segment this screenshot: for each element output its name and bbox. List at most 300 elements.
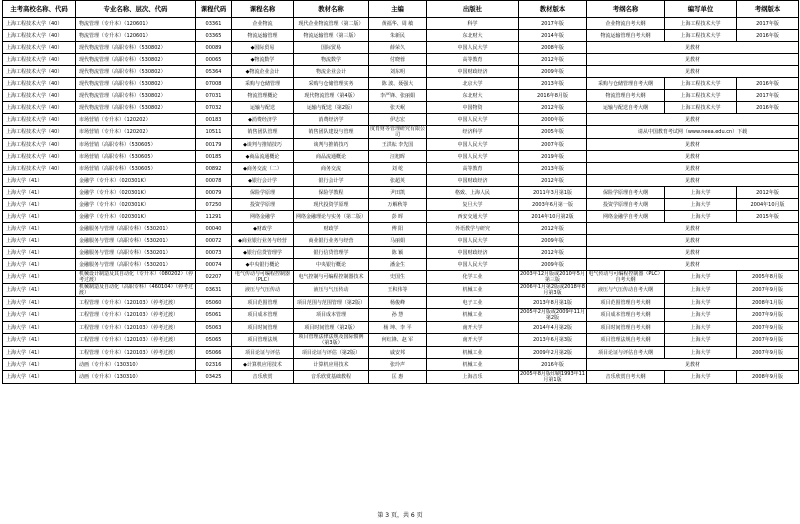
page-footer: 第 3 页，共 6 页 xyxy=(377,512,423,519)
table-cell: 东北财大 xyxy=(427,30,519,42)
table-cell: 2012年版 xyxy=(519,223,587,235)
table-row xyxy=(3,271,799,284)
table-cell: 见教材 xyxy=(587,54,799,66)
table-cell: 上海大学（41） xyxy=(3,309,76,322)
table-cell: 上海大学 xyxy=(665,297,737,309)
table-cell: 项目管理法规 xyxy=(232,334,294,347)
table-cell: ◆财政学 xyxy=(232,223,294,235)
table-cell: 00179 xyxy=(196,139,232,151)
table-cell: 项目范围与范围管理（第2版） xyxy=(294,297,369,309)
table-cell: 2016年版 xyxy=(737,30,799,42)
table-cell: 网络金融学自考大纲 xyxy=(587,211,665,223)
column-header: 课程名称 xyxy=(232,1,294,18)
table-cell: 音乐欣赏自考大纲 xyxy=(587,371,665,384)
table-cell: 上海工程技术大学 xyxy=(665,90,737,102)
table-cell: 保险学原理 xyxy=(232,187,294,199)
table-cell: 金融服务与管理（高职专科）（530201） xyxy=(76,235,196,247)
table-cell: 上海工程技术大学（40） xyxy=(3,90,76,102)
table-cell: 00065 xyxy=(196,54,232,66)
table-cell: 上海工程技术大学（40） xyxy=(3,126,76,139)
table-cell: 2007年9月版 xyxy=(737,322,799,334)
table-cell: 上海大学（41） xyxy=(3,371,76,384)
table-cell: 物流管理自考大纲 xyxy=(587,90,665,102)
table-cell: 见教材 xyxy=(587,163,799,175)
table-cell: 05066 xyxy=(196,347,232,359)
table-row xyxy=(3,139,799,151)
table-cell: 中国物资 xyxy=(427,102,519,114)
table-cell: 2009年版 xyxy=(519,66,587,78)
table-cell: 03425 xyxy=(196,371,232,384)
table-cell: 项目成本管理自考大纲 xyxy=(587,309,665,322)
table-cell: 07032 xyxy=(196,102,232,114)
table-cell: 商务交流 xyxy=(294,163,369,175)
column-header: 考纲版本 xyxy=(737,1,799,18)
table-cell: 00072 xyxy=(196,235,232,247)
table-cell: 2007年9月版 xyxy=(737,284,799,297)
table-cell: 2009年2月第2版 xyxy=(519,347,587,359)
table-cell: 2003年6月第一版 xyxy=(519,199,587,211)
column-header: 教材名称 xyxy=(294,1,369,18)
table-cell: ◆国际贸易 xyxy=(232,42,294,54)
table-cell: 上海大学（41） xyxy=(3,359,76,371)
table-cell: 工程管理（专升本）（120103）（停考过渡） xyxy=(76,347,196,359)
table-cell: 2016年8月版 xyxy=(519,90,587,102)
table-cell: 工程管理（专升本）（120103）（停考过渡） xyxy=(76,309,196,322)
table-cell: 上海工程技术大学（40） xyxy=(3,42,76,54)
table-cell: 上海大学（41） xyxy=(3,247,76,259)
table-cell: 2014年4月第2版 xyxy=(519,322,587,334)
table-cell: 上海大学（41） xyxy=(3,223,76,235)
table-cell: 上海工程技术大学（40） xyxy=(3,66,76,78)
table-cell: 05065 xyxy=(196,334,232,347)
table-cell: 度育财等管理研究有限公司 xyxy=(370,126,426,138)
table-cell: 项目论证与评估 xyxy=(232,347,294,359)
table-cell: 机械工业 xyxy=(427,284,519,297)
table-cell: 现代投资学原理 xyxy=(294,199,369,211)
table-cell: 2008年1月版 xyxy=(737,297,799,309)
table-cell: 何红锋、赵 军 xyxy=(369,334,427,347)
table-cell: 项目论证与评估（第2版） xyxy=(294,347,369,359)
table-cell: 万解秋等 xyxy=(369,199,427,211)
column-header: 课程代码 xyxy=(196,1,232,18)
table-cell: 网络金融理论与实务（第二版） xyxy=(294,211,369,223)
table-cell: 液压与气压传动 xyxy=(294,284,369,297)
table-cell: 市场营销（高职专科）（530605） xyxy=(76,151,196,163)
table-cell: 00078 xyxy=(196,175,232,187)
table-cell: 物流管理概论 xyxy=(232,90,294,102)
table-cell: 电气传动与可编程控制器（PLC） xyxy=(232,271,294,284)
table-cell: 陈 波、聂强大 xyxy=(369,78,427,90)
course-table xyxy=(2,0,799,384)
table-cell: 05063 xyxy=(196,322,232,334)
table-cell: 市场营销（高职专科）（530605） xyxy=(76,163,196,175)
table-cell: 电子工业 xyxy=(427,297,519,309)
table-cell: 现代企业物流管理（第二版） xyxy=(294,18,369,30)
table-cell: 见教材 xyxy=(587,42,799,54)
table-cell: 上海工程技术大学（40） xyxy=(3,114,76,126)
table-cell: 西安交通大学 xyxy=(427,211,519,223)
table-cell: ◆商业银行业务与经营 xyxy=(232,235,294,247)
table-cell: 2008年版 xyxy=(519,42,587,54)
table-cell: 11291 xyxy=(196,211,232,223)
table-cell: 金融学（专升本）（020301K） xyxy=(76,187,196,199)
table-cell: 见教材 xyxy=(587,223,799,235)
table-cell: 李严锋、张丽娟 xyxy=(369,90,427,102)
table-cell: 王积伟等 xyxy=(369,284,427,297)
table-cell: 金融服务与管理（高职专科）（530201） xyxy=(76,259,196,271)
table-cell: 网络金融学 xyxy=(232,211,294,223)
table-cell: 化学工业 xyxy=(427,271,519,284)
table-cell: 物流管理（专升本）（120601） xyxy=(76,18,196,30)
table-cell: 孙 慧 xyxy=(369,309,427,322)
table-cell: 中国人民大学 xyxy=(427,151,519,163)
table-row xyxy=(3,163,799,175)
table-cell: 格致、上海人民 xyxy=(427,187,519,199)
table-cell: 项目论证与评估自考大纲 xyxy=(587,347,665,359)
table-cell: 商业银行业务与经营 xyxy=(294,235,369,247)
table-cell: 上海工程技术大学（40） xyxy=(3,54,76,66)
table-cell: 项目管理法律法规及国际惯例（第3版） xyxy=(294,334,369,347)
table-cell: 银行信贷管理学 xyxy=(294,247,369,259)
table-cell: 企业物流自考大纲 xyxy=(587,18,665,30)
table-cell: ◆物流企业会计 xyxy=(232,66,294,78)
table-cell: 2005年2月版或2009年11月第2版 xyxy=(520,309,585,321)
column-header: 考纲名称 xyxy=(587,1,665,18)
table-header-row xyxy=(3,1,799,18)
table-cell: ◆商务交流（二） xyxy=(232,163,294,175)
table-cell: 汪旭晖 xyxy=(369,151,427,163)
table-cell: 经济科学 xyxy=(427,126,519,139)
table-cell: 张超英 xyxy=(369,175,427,187)
table-row xyxy=(3,42,799,54)
table-row xyxy=(3,347,799,359)
table-row xyxy=(3,66,799,78)
table-cell: 00073 xyxy=(196,247,232,259)
table-cell: ◆计算机应用技术 xyxy=(232,359,294,371)
table-cell: 企业物流 xyxy=(232,18,294,30)
table-row xyxy=(3,284,799,297)
table-cell: 采购与仓储管理自考大纲 xyxy=(587,78,665,90)
table-cell: 上海大学（41） xyxy=(3,175,76,187)
table-cell: 上海大学 xyxy=(665,199,737,211)
table-cell: 2005年版 xyxy=(519,126,587,139)
table-cell: 2014年版 xyxy=(519,30,587,42)
table-cell: 07031 xyxy=(196,90,232,102)
table-row xyxy=(3,199,799,211)
table-cell: 上海大学 xyxy=(665,347,737,359)
table-cell: 见教材 xyxy=(587,247,799,259)
table-cell: 上海大学 xyxy=(665,284,737,297)
table-cell: ◆中央银行概论 xyxy=(232,259,294,271)
table-cell: 液压与气压传动 xyxy=(232,284,294,297)
table-cell: 匡 惠 xyxy=(369,371,427,384)
table-cell: 上海工程技术大学 xyxy=(665,102,737,114)
table-cell: 2012年版 xyxy=(737,187,799,199)
table-row xyxy=(3,30,799,42)
table-cell: 机械工业 xyxy=(427,347,519,359)
table-cell: 上海工程技术大学（40） xyxy=(3,30,76,42)
table-cell: 物流数学 xyxy=(294,54,369,66)
table-cell: 电气传动与可编程控制器（PLC）自考大纲 xyxy=(588,271,663,283)
column-header: 专业名称、层次、代码 xyxy=(76,1,196,18)
table-cell: 刘 屹 xyxy=(369,163,427,175)
table-cell: 项目范围管理 xyxy=(232,297,294,309)
table-row xyxy=(3,54,799,66)
table-cell: 2015年版 xyxy=(737,211,799,223)
table-cell: 音乐欣赏 xyxy=(232,371,294,384)
table-row xyxy=(3,211,799,223)
table-cell: 计算机应用技术 xyxy=(294,359,369,371)
table-cell: 上海大学（41） xyxy=(3,271,76,284)
table-cell: 项目范围管理自考大纲 xyxy=(587,297,665,309)
table-cell: 00183 xyxy=(196,114,232,126)
table-cell: 物流管理（专升本）（120601） xyxy=(76,30,196,42)
table-cell: 中国财政经济 xyxy=(427,247,519,259)
table-cell: 上海工程技术大学（40） xyxy=(3,18,76,30)
table-cell: 电气控制与可编程控制器技术 xyxy=(294,271,369,284)
table-cell: 国际贸易 xyxy=(294,42,369,54)
table-cell: 彭 晖 xyxy=(369,211,427,223)
table-cell: 07008 xyxy=(196,78,232,90)
table-cell: 张天岷 xyxy=(369,102,427,114)
table-cell: 中国人民大学 xyxy=(427,259,519,271)
table-cell: ◆谈判与推销技巧 xyxy=(232,139,294,151)
table-cell: 北京大学 xyxy=(427,78,519,90)
table-row xyxy=(3,309,799,322)
table-row xyxy=(3,151,799,163)
table-cell: 财政学 xyxy=(294,223,369,235)
table-cell: 销售团队管理 xyxy=(232,126,294,139)
column-header: 出版社 xyxy=(427,1,519,18)
table-cell: 2005年8月版 xyxy=(737,271,799,284)
table-cell: 上海大学（41） xyxy=(3,347,76,359)
table-cell: ◆商品流通概论 xyxy=(232,151,294,163)
table-cell: 杨 坤、李 平 xyxy=(369,322,427,334)
table-cell: 2013年版 xyxy=(519,163,587,175)
table-cell: 00040 xyxy=(196,223,232,235)
table-cell: 2016年版 xyxy=(519,359,587,371)
table-row xyxy=(3,78,799,90)
table-cell: 项目时间管理（第2版） xyxy=(294,322,369,334)
table-cell: 中国人民大学 xyxy=(427,139,519,151)
table-cell: 朱新民 xyxy=(369,30,427,42)
table-cell: 工程管理（专升本）（120103）（停考过渡） xyxy=(76,334,196,347)
table-cell: 00079 xyxy=(196,187,232,199)
table-cell: 物流企业会计 xyxy=(294,66,369,78)
table-cell: 工程管理（专升本）（120103）（停考过渡） xyxy=(76,297,196,309)
table-cell: 刘东明 xyxy=(369,66,427,78)
table-row xyxy=(3,371,799,384)
table-cell: 动画（专升本）（130310） xyxy=(76,371,196,384)
table-cell: 见教材 xyxy=(587,114,799,126)
table-cell: 2013年6月第3版 xyxy=(519,334,587,347)
table-cell: 机械制造及自动化（高职专科）（460104）（停考过渡） xyxy=(76,284,196,297)
table-cell: 上海大学（41） xyxy=(3,211,76,223)
table-row xyxy=(3,18,799,30)
table-cell: 东北财大 xyxy=(427,90,519,102)
table-cell: 外语教学与研究 xyxy=(427,223,519,235)
table-cell: 消费经济学 xyxy=(294,114,369,126)
table-row xyxy=(3,359,799,371)
table-cell: 薛荣久 xyxy=(369,42,427,54)
table-cell: 中国财政经济 xyxy=(427,66,519,78)
table-cell: 2007年9月版 xyxy=(737,309,799,322)
table-cell: 上海大学 xyxy=(665,211,737,223)
column-header: 编写单位 xyxy=(665,1,737,18)
table-cell: 03631 xyxy=(196,284,232,297)
table-cell: 见教材 xyxy=(587,66,799,78)
table-cell: 戚安邦 xyxy=(369,347,427,359)
table-cell: 2013年版 xyxy=(519,78,587,90)
table-cell: 项目时间管理自考大纲 xyxy=(587,322,665,334)
table-cell: 现代物流管理（第4版） xyxy=(294,90,369,102)
table-cell: 05061 xyxy=(196,309,232,322)
table-cell: 上海大学 xyxy=(665,187,737,199)
table-cell: 南开大学 xyxy=(427,322,519,334)
table-cell: 机械工业 xyxy=(427,359,519,371)
table-cell: 上海工程技术大学（40） xyxy=(3,78,76,90)
table-row xyxy=(3,126,799,139)
table-cell: 2011年3月第1版 xyxy=(519,187,587,199)
table-cell: 傅 阳 xyxy=(369,223,427,235)
table-cell: 谈判与推销技巧 xyxy=(294,139,369,151)
column-header: 主考高校名称、代码 xyxy=(3,1,76,18)
table-cell: 见教材 xyxy=(587,259,799,271)
table-cell: 陈 颖 xyxy=(369,247,427,259)
table-cell: 物流运输管理（第三版） xyxy=(294,30,369,42)
table-cell: 黄福华、周 敏 xyxy=(369,18,427,30)
table-cell: 见教材 xyxy=(587,151,799,163)
table-cell: 尹田凯 xyxy=(369,187,427,199)
table-cell: 现代物流管理（高职专科）（530802） xyxy=(76,90,196,102)
table-cell: 上海工程技术大学（40） xyxy=(3,151,76,163)
table-row xyxy=(3,235,799,247)
table-cell: 03361 xyxy=(196,18,232,30)
table-cell: 音乐欣赏基础教程 xyxy=(294,371,369,384)
table-cell: 02207 xyxy=(196,271,232,284)
table-cell: 高等教育 xyxy=(427,54,519,66)
table-cell: 伊志宏 xyxy=(369,114,427,126)
table-row xyxy=(3,322,799,334)
table-cell: 运输与配送 xyxy=(232,102,294,114)
table-cell: 上海大学（41） xyxy=(3,259,76,271)
table-cell: 10511 xyxy=(196,126,232,139)
table-cell: 物流运输管理 xyxy=(232,30,294,42)
table-cell: 运输与配送（第2版） xyxy=(294,102,369,114)
table-cell: 项目成本管理 xyxy=(232,309,294,322)
table-cell: ◆银行信贷管理学 xyxy=(232,247,294,259)
table-cell: 现代物流管理（高职专科）（530802） xyxy=(76,78,196,90)
table-cell: 金融学（专升本）（020301K） xyxy=(76,175,196,187)
table-cell: 2005年8月版印刷1993年11月第1版 xyxy=(520,371,585,383)
table-cell: 上海大学（41） xyxy=(3,334,76,347)
table-cell: 2007年9月版 xyxy=(737,347,799,359)
table-cell: 王洪耘 李先国 xyxy=(369,139,427,151)
table-cell: 保险学原理自考大纲 xyxy=(587,187,665,199)
table-cell: 投资学原理 xyxy=(232,199,294,211)
table-cell: 2009年版 xyxy=(519,259,587,271)
table-cell: 2014年10月第2版 xyxy=(519,211,587,223)
table-cell: 杨俊峰 xyxy=(369,297,427,309)
table-cell: 项目成本管理 xyxy=(294,309,369,322)
table-cell: 07250 xyxy=(196,199,232,211)
table-cell: 复旦大学 xyxy=(427,199,519,211)
table-row xyxy=(3,175,799,187)
table-cell: 市场营销（专升本）（120202） xyxy=(76,114,196,126)
table-cell: 现代物流管理（高职专科）（530802） xyxy=(76,54,196,66)
table-cell: 中国人民大学 xyxy=(427,42,519,54)
table-cell: 00892 xyxy=(196,163,232,175)
table-row xyxy=(3,297,799,309)
table-cell: 高等教育 xyxy=(427,163,519,175)
table-cell: 金融服务与管理（高职专科）（530201） xyxy=(76,247,196,259)
table-cell: 金融服务与管理（高职专科）（530201） xyxy=(76,223,196,235)
table-cell: 市场营销（专升本）（120202） xyxy=(76,126,196,139)
table-cell: 中国人民大学 xyxy=(427,114,519,126)
table-cell: 上海大学（41） xyxy=(3,199,76,211)
table-cell: 上海工程技术大学（40） xyxy=(3,163,76,175)
table-cell: 2012年版 xyxy=(519,54,587,66)
table-cell: 现代物流管理（高职专科）（530802） xyxy=(76,66,196,78)
table-cell: 见教材 xyxy=(587,235,799,247)
table-cell: 2019年版 xyxy=(519,151,587,163)
table-cell: 02316 xyxy=(196,359,232,371)
table-cell: 2003年12月版或2010年5月第三版 xyxy=(520,271,585,283)
table-cell: 00185 xyxy=(196,151,232,163)
table-cell: 2017年版 xyxy=(519,18,587,30)
table-cell: 2017年版 xyxy=(737,90,799,102)
table-cell: 金融学（专升本）（020301K） xyxy=(76,199,196,211)
table-cell: 市场营销（高职专科）（530605） xyxy=(76,139,196,151)
table-cell: 运输与配送自考大纲 xyxy=(587,102,665,114)
table-row xyxy=(3,247,799,259)
table-cell: 00089 xyxy=(196,42,232,54)
table-cell: 机械工业 xyxy=(427,309,519,322)
table-cell: 机械设计制造及其自动化（专升本）（080202）（停考过渡） xyxy=(76,271,196,284)
table-cell: 马丽娟 xyxy=(369,235,427,247)
table-cell: 动画（专升本）（130310） xyxy=(76,359,196,371)
table-cell: 2009年版 xyxy=(519,235,587,247)
table-cell: 2013年8月第1版 xyxy=(519,297,587,309)
table-cell: 05364 xyxy=(196,66,232,78)
table-cell: 科学 xyxy=(427,18,519,30)
table-cell: 上海大学（41） xyxy=(3,284,76,297)
table-cell: 见教材 xyxy=(587,175,799,187)
table-cell: 南开大学 xyxy=(427,334,519,347)
table-cell: 商品流通概论 xyxy=(294,151,369,163)
table-cell: 上海大学（41） xyxy=(3,322,76,334)
table-body xyxy=(3,18,799,384)
table-row xyxy=(3,102,799,114)
table-cell: 采购与仓储管理实务 xyxy=(294,78,369,90)
table-row xyxy=(3,90,799,102)
table-cell: 上海工程技术大学 xyxy=(665,30,737,42)
table-cell: 见教材 xyxy=(587,359,799,371)
table-cell: 2017年版 xyxy=(737,18,799,30)
table-cell: 上海大学（41） xyxy=(3,297,76,309)
table-cell: 2006年1月第2版或2018年8月第3版 xyxy=(520,284,585,296)
table-cell: 上海工程技术大学（40） xyxy=(3,102,76,114)
table-cell: ◆消费经济学 xyxy=(232,114,294,126)
table-cell: 05060 xyxy=(196,297,232,309)
column-header: 教材版本 xyxy=(519,1,587,18)
table-cell: ◆银行会计学 xyxy=(232,175,294,187)
table-cell: 上海大学 xyxy=(665,322,737,334)
table-cell: 见教材 xyxy=(587,139,799,151)
table-cell: 现代物流管理（高职专科）（530802） xyxy=(76,102,196,114)
table-cell: 上海工程技术大学 xyxy=(665,18,737,30)
table-cell: 2012年版 xyxy=(519,175,587,187)
